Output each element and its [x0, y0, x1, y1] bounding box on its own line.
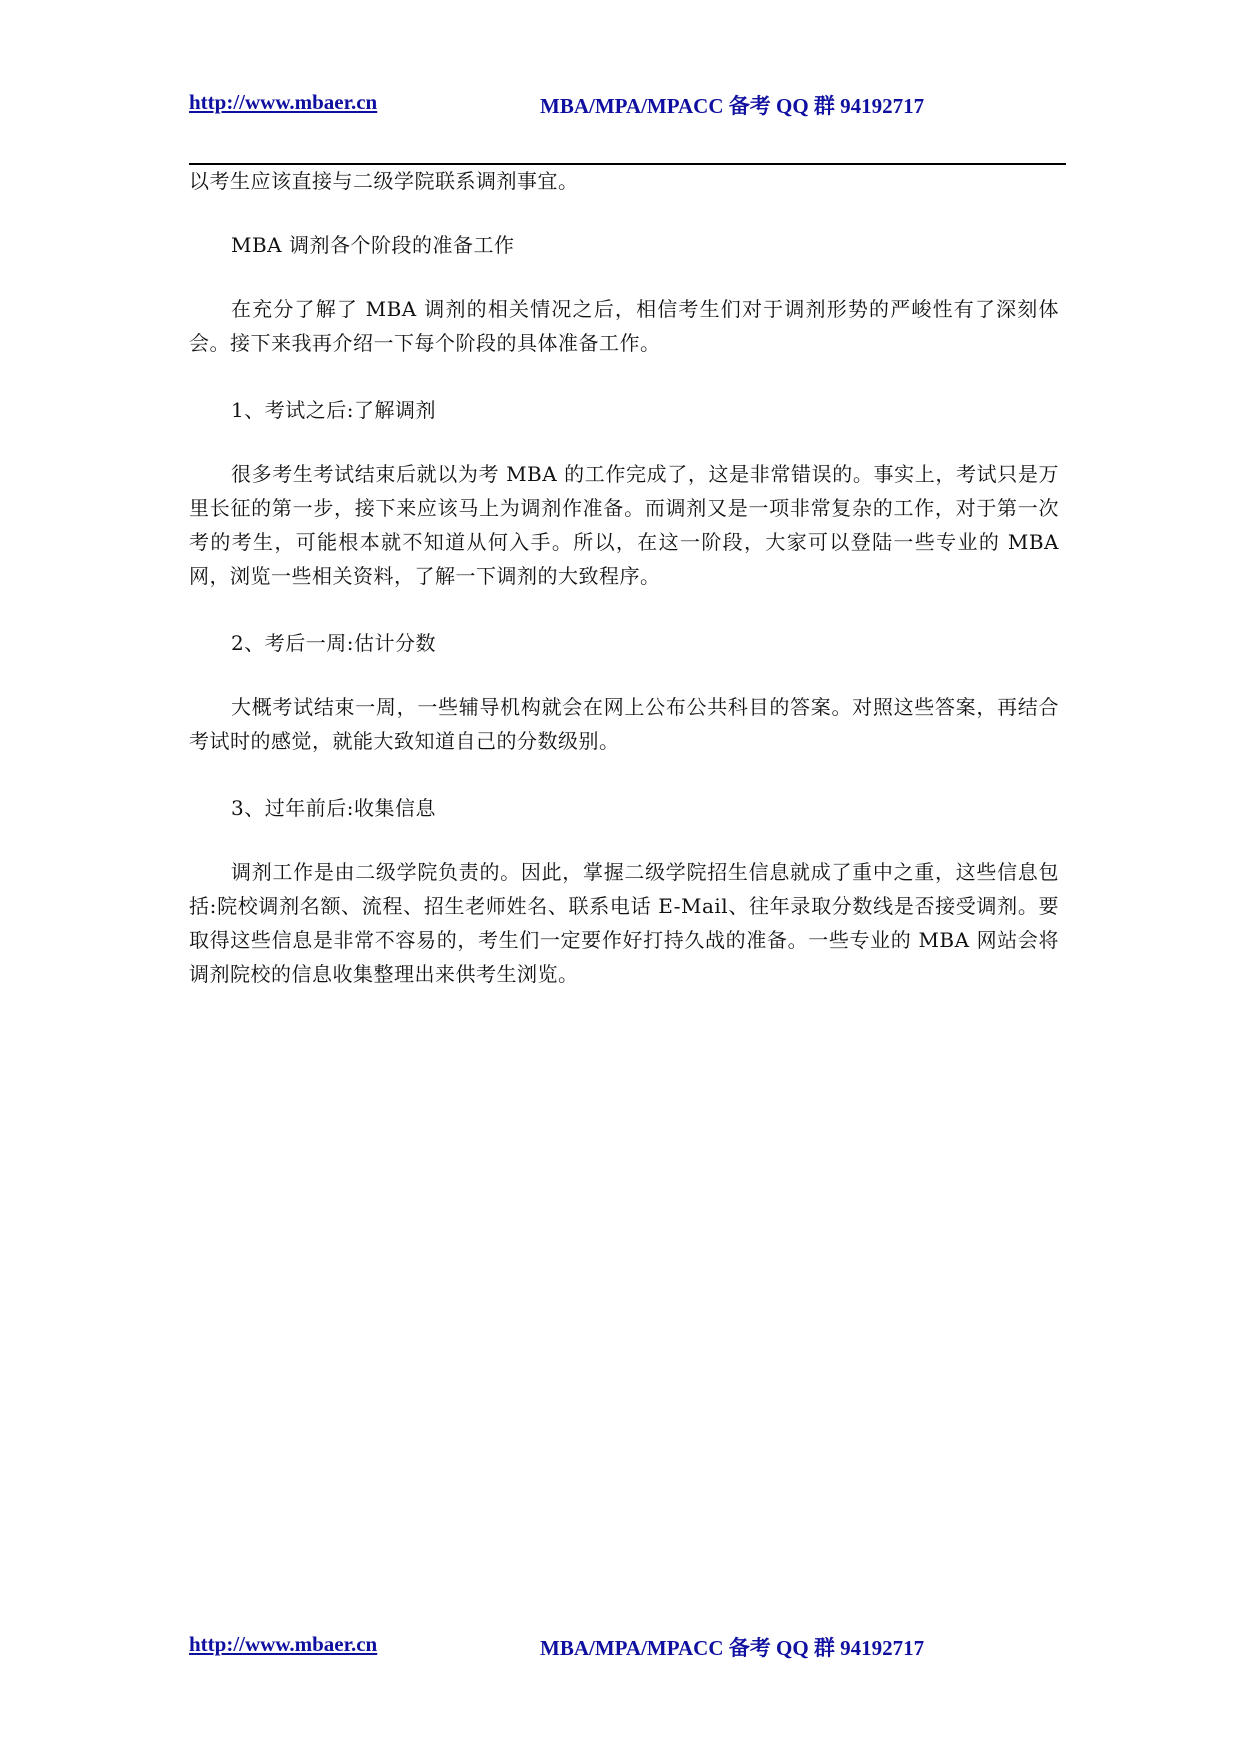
document-body [189, 164, 1059, 991]
section-heading: MBA 调剂各个阶段的准备工作 [231, 233, 515, 257]
stage-3-paragraph: 调剂工作是由二级学院负责的。因此，掌握二级学院招生信息就成了重中之重，这些信息包括:院校调剂名额、流程、招生老师姓名、联系电话 E-Mail、往年录取分数线是否接受调剂。要取得这些信息是非常不容易的，考生们一定要作好打持久战的准备。一些专业的 MBA 网站会将调剂院校的信息收集整理出来供考生浏览。 [189, 860, 1059, 986]
page-header [189, 90, 1059, 120]
stage-1-paragraph: 很多考生考试结束后就以为考 MBA 的工作完成了，这是非常错误的。事实上，考试只是万里长征的第一步，接下来应该马上为调剂作准备。而调剂又是一项非常复杂的工作，对于第一次考的考生，可能根本就不知道从何入手。所以，在这一阶段，大家可以登陆一些专业的 MBA 网，浏览一些相关资料，了解一下调剂的大致程序。 [189, 462, 1059, 588]
stage-1-heading: 1、考试之后:了解调剂 [231, 398, 436, 422]
header-qq-group: MBA/MPA/MPACC 备考 QQ 群 94192717 [540, 94, 925, 118]
stage-2-heading: 2、考后一周:估计分数 [231, 631, 436, 655]
intro-paragraph: 在充分了解了 MBA 调剂的相关情况之后，相信考生们对于调剂形势的严峻性有了深刻体会。接下来我再介绍一下每个阶段的具体准备工作。 [189, 297, 1059, 355]
footer-qq-group: MBA/MPA/MPACC 备考 QQ 群 94192717 [540, 1636, 925, 1660]
page-footer [189, 1632, 1059, 1662]
footer-site-link[interactable]: http://www.mbaer.cn [189, 1632, 378, 1656]
stage-3-heading: 3、过年前后:收集信息 [231, 796, 436, 820]
continued-paragraph: 以考生应该直接与二级学院联系调剂事宜。 [189, 169, 579, 193]
header-site-link[interactable]: http://www.mbaer.cn [189, 90, 378, 114]
stage-2-paragraph: 大概考试结束一周，一些辅导机构就会在网上公布公共科目的答案。对照这些答案，再结合考试时的感觉，就能大致知道自己的分数级别。 [189, 695, 1059, 753]
